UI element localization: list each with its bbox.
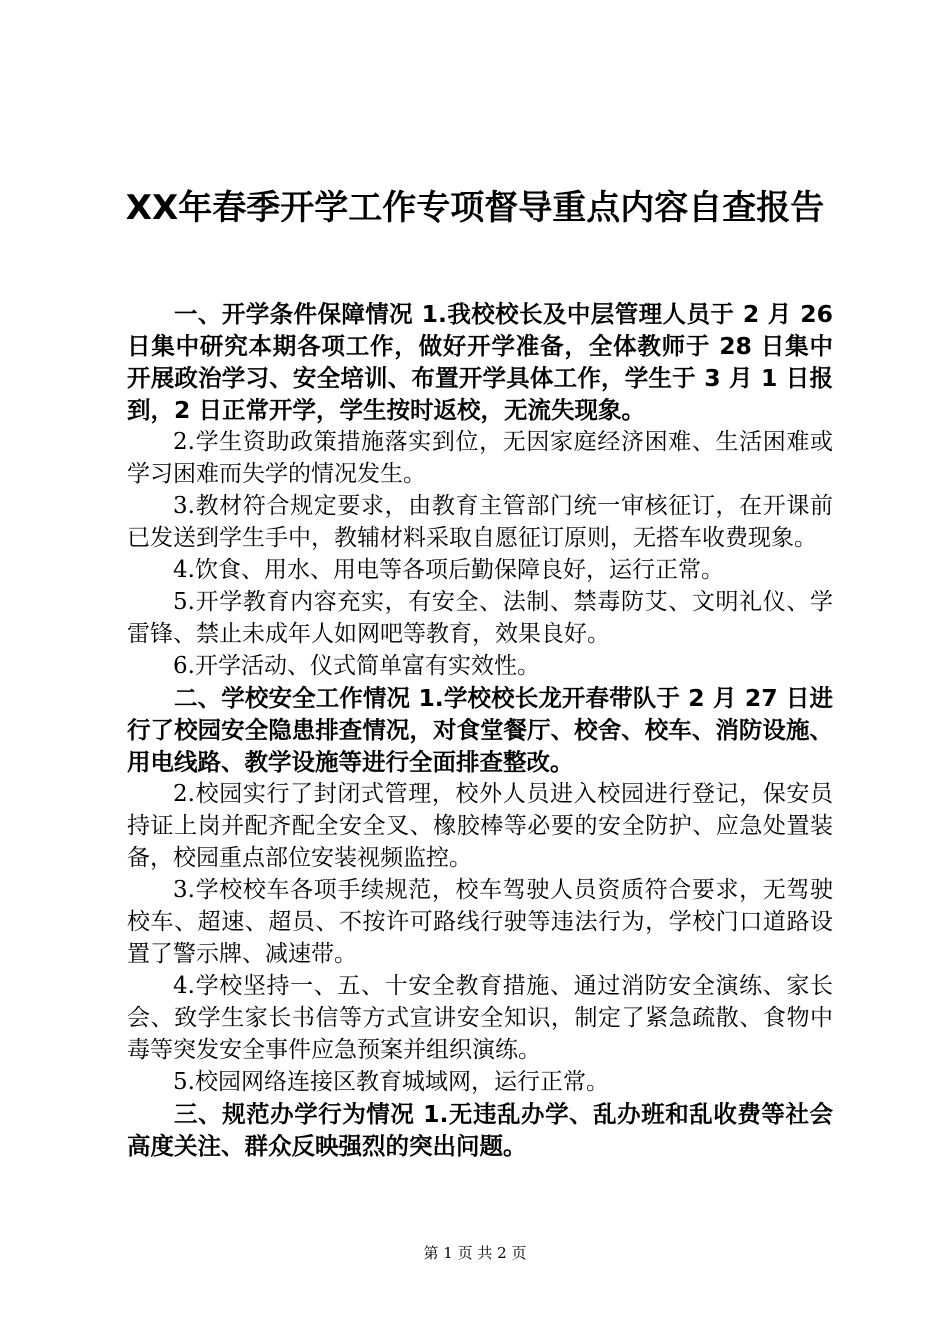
paragraph-1-6: 6.开学活动、仪式简单富有实效性。 [173,653,540,679]
paragraph-1-2: 2.学生资助政策措施落实到位，无因家庭经济困难、生活困难或学习困难而失学的情况发生。 [127,429,833,487]
document-title: XX年春季开学工作专项督导重点内容自查报告 [125,188,825,228]
document-body [127,298,833,1162]
section-3-paragraph: 三、规范办学行为情况 1.无违乱办学、乱办班和乱收费等社会高度关注、群众反映强烈的突出问题。 [127,1100,833,1160]
section-1-paragraph: 一、开学条件保障情况 1.我校校长及中层管理人员于 2 月 26 日集中研究本期各项工作，做好开学准备，全体教师于 28 日集中开展政治学习、安全培训、布置开学具体工作，学生于 3 月 1 日报到，2 日正常开学，学生按时返校，无流失现象。 [127,300,833,424]
paragraph-2-3: 3.学校校车各项手续规范，校车驾驶人员资质符合要求，无驾驶校车、超速、超员、不按许可路线行驶等违法行为，学校门口道路设置了警示牌、减速带。 [127,877,833,967]
page-footer: 第 1 页 共 2 页 [423,1244,527,1262]
paragraph-2-2: 2.校园实行了封闭式管理，校外人员进入校园进行登记，保安员持证上岗并配齐配全安全叉、橡胶棒等必要的安全防护、应急处置装备，校园重点部位安装视频监控。 [127,781,833,871]
paragraph-2-5: 5.校园网络连接区教育城域网，运行正常。 [173,1069,609,1095]
paragraph-1-3: 3.教材符合规定要求，由教育主管部门统一审核征订，在开课前已发送到学生手中，教辅材料采取自愿征订原则，无搭车收费现象。 [127,493,833,551]
paragraph-1-4: 4.饮食、用水、用电等各项后勤保障良好，运行正常。 [173,557,724,583]
section-2-paragraph: 二、学校安全工作情况 1.学校校长龙开春带队于 2 月 27 日进行了校园安全隐患排查情况，对食堂餐厅、校舍、校车、消防设施、用电线路、教学设施等进行全面排查整改。 [127,684,833,776]
paragraph-1-5: 5.开学教育内容充实，有安全、法制、禁毒防艾、文明礼仪、学雷锋、禁止未成年人如网吧等教育，效果良好。 [127,589,833,647]
paragraph-2-4: 4.学校坚持一、五、十安全教育措施、通过消防安全演练、家长会、致学生家长书信等方式宣讲安全知识，制定了紧急疏散、食物中毒等突发安全事件应急预案并组织演练。 [127,973,833,1063]
